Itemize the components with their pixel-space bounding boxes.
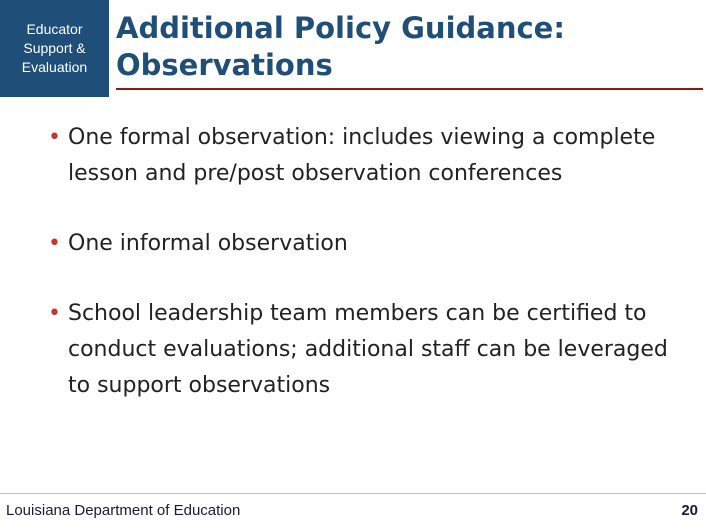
bullet-item	[48, 120, 688, 192]
bullet-item	[48, 296, 688, 404]
badge-line-2: Support &	[23, 40, 86, 56]
bullet-text: One formal observation: includes viewing a complete lesson and pre/post observation conferences	[68, 125, 656, 186]
bullet-dot-icon: •	[48, 125, 61, 150]
badge-line-1: Educator	[26, 21, 83, 37]
bullet-text: School leadership team members can be certified to conduct evaluations; additional staff can be leveraged to support observations	[68, 301, 668, 398]
bullet-text: One informal observation	[68, 231, 348, 256]
slide-title-line-2: Observations	[116, 48, 333, 82]
slide-title	[116, 10, 701, 84]
footer-organization: Louisiana Department of Education	[6, 502, 241, 519]
program-badge	[0, 0, 109, 97]
bullet-item	[48, 226, 688, 262]
page-number: 20	[681, 502, 698, 519]
footer-divider	[0, 493, 706, 494]
slide-title-line-1: Additional Policy Guidance:	[116, 11, 565, 45]
bullet-list	[48, 120, 688, 438]
title-divider	[116, 88, 703, 90]
bullet-dot-icon: •	[48, 301, 61, 326]
badge-line-3: Evaluation	[21, 59, 88, 75]
bullet-dot-icon: •	[48, 231, 61, 256]
